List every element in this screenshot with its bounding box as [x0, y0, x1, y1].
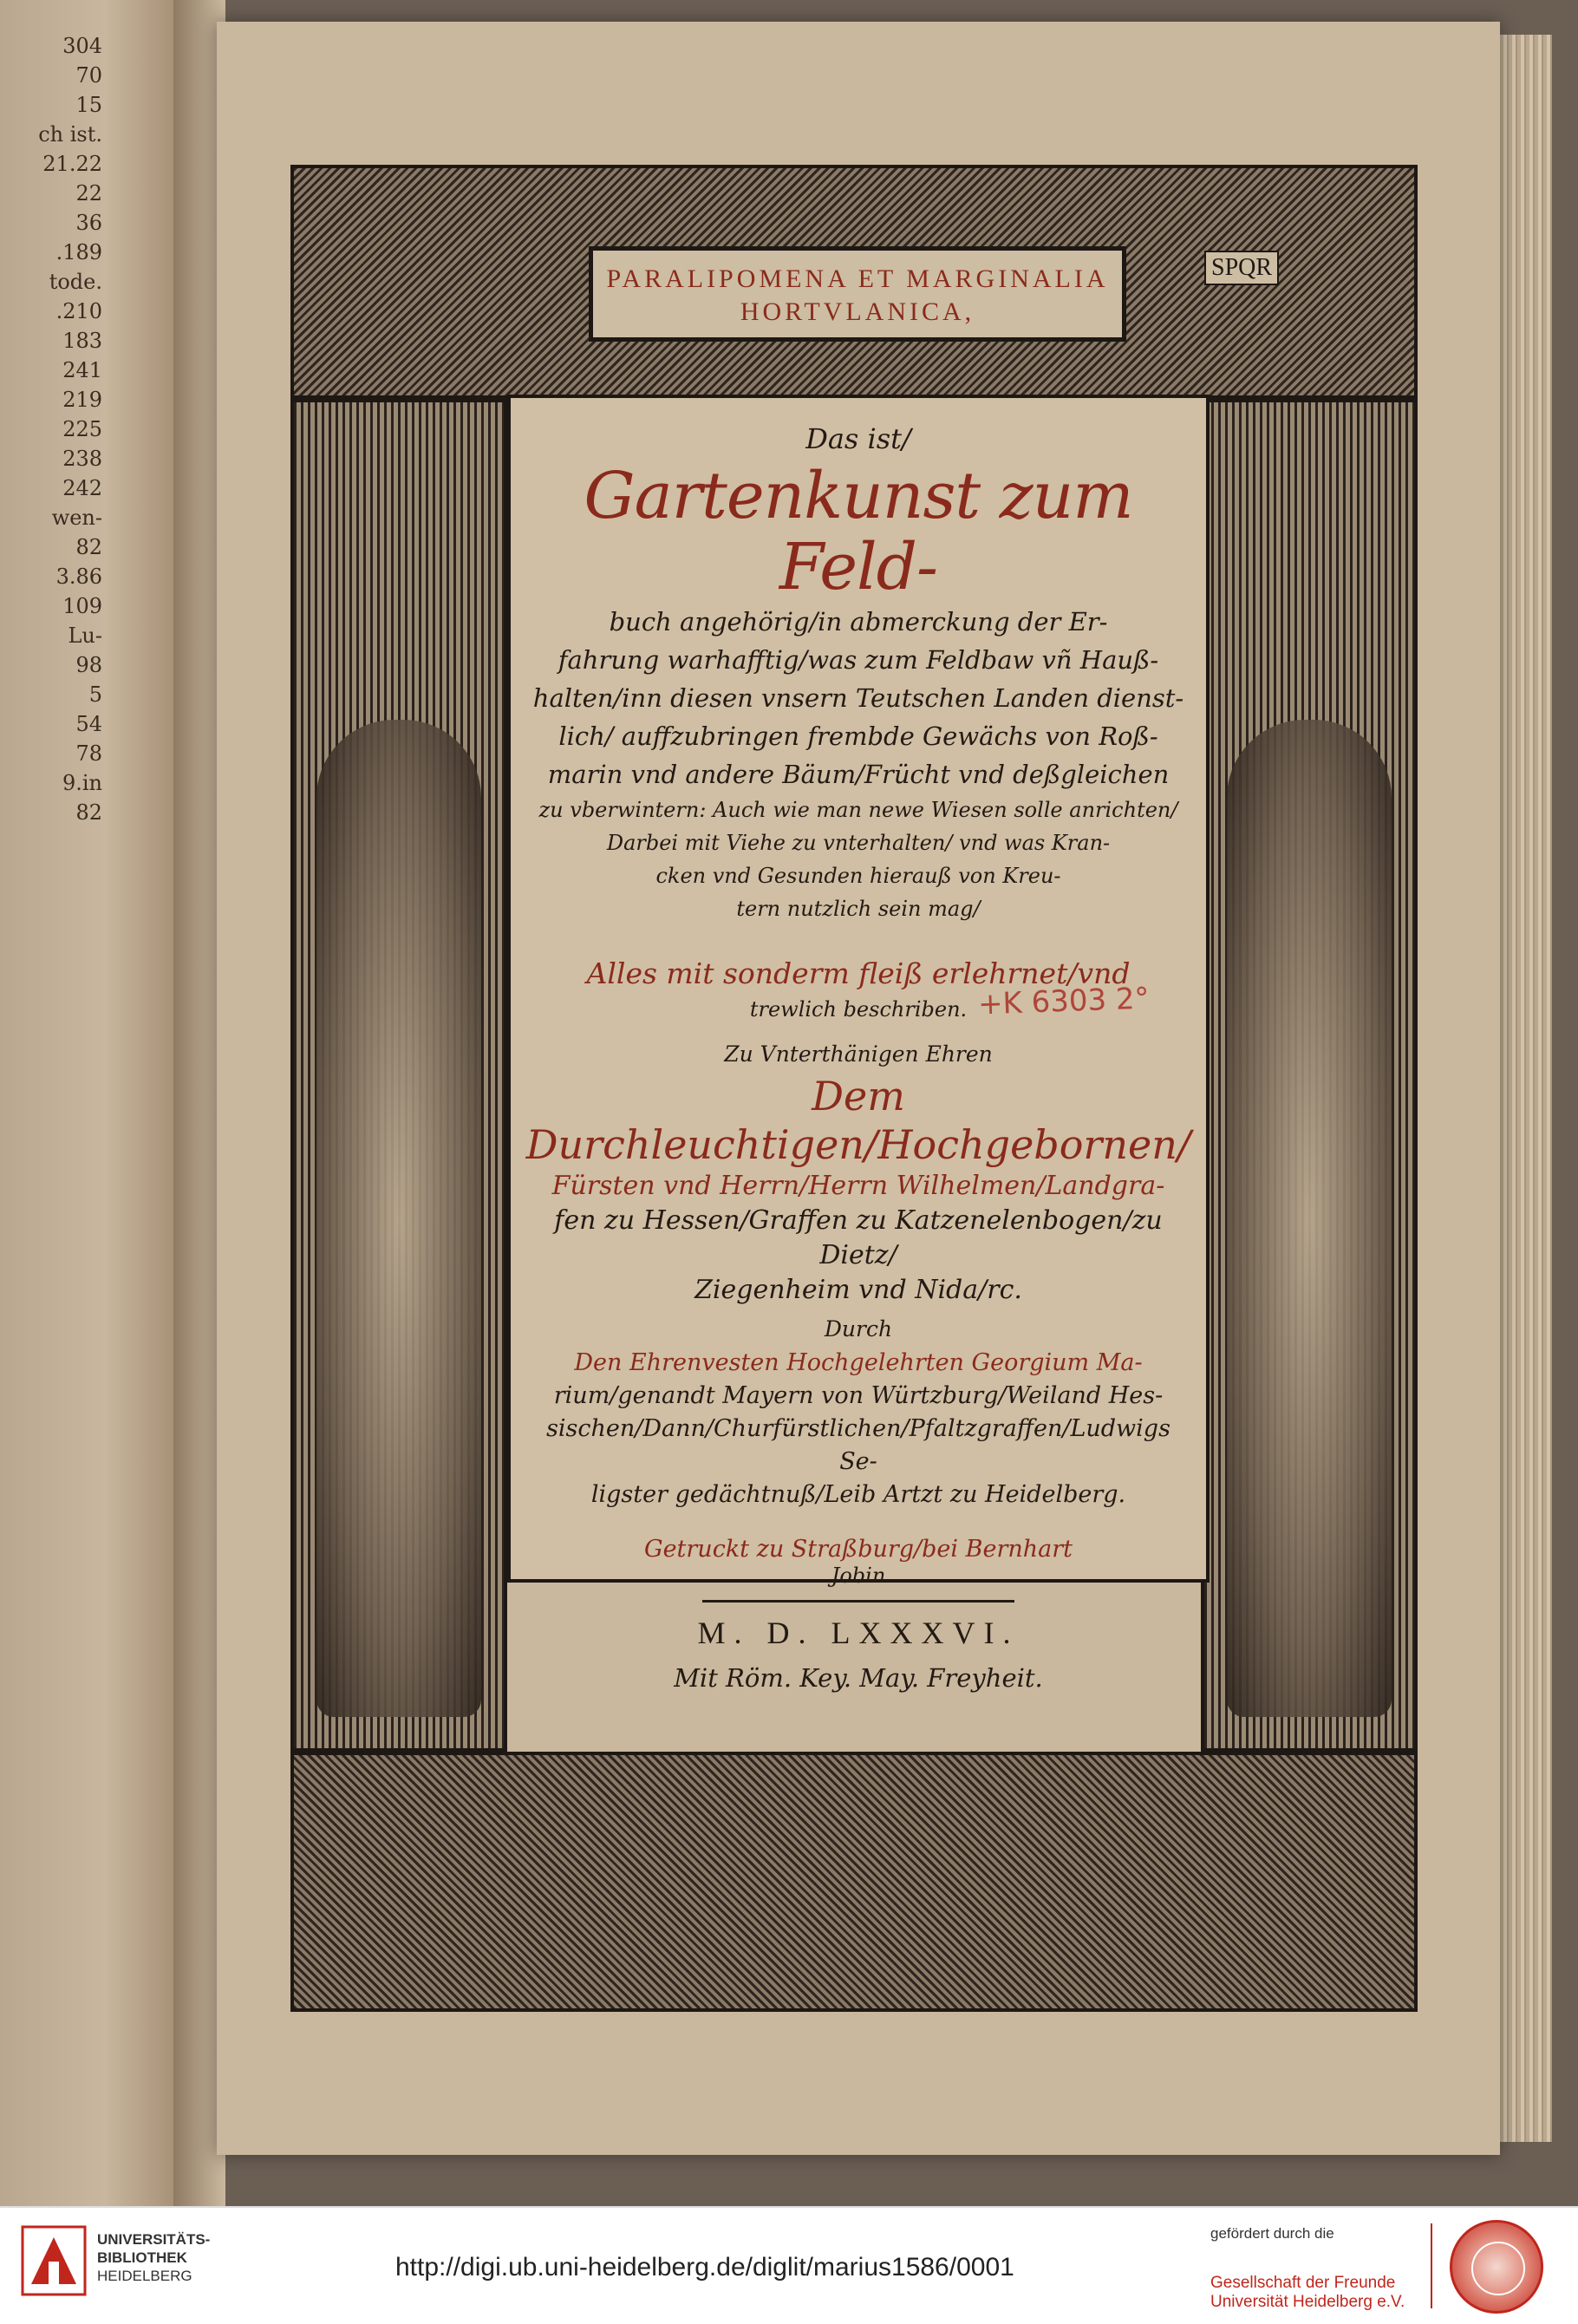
- frame-top-ornament: [290, 165, 1418, 399]
- left-page-number: .210: [55, 299, 102, 323]
- university-library-logo-icon[interactable]: [19, 2223, 88, 2298]
- frame-bottom-ornament: [290, 1752, 1418, 2012]
- dedication-line: Ziegenheim vnd Nida/rc.: [694, 1275, 1022, 1305]
- left-page-number: 70: [75, 63, 102, 88]
- printer-name: Jobin: [831, 1563, 886, 1588]
- body-line: halten/inn diesen vnsern Teutschen Landen dienst-: [532, 683, 1184, 713]
- left-page-number: 78: [75, 741, 102, 766]
- sponsor-block[interactable]: [1210, 2225, 1405, 2312]
- dedication-text: [511, 1169, 1206, 1308]
- top-cartouche: [589, 246, 1126, 342]
- body-line: zu vberwintern: Auch wie man newe Wiesen solle anrichten/: [538, 798, 1178, 822]
- library-name-line: UNIVERSITÄTS-: [97, 2231, 211, 2248]
- left-page-number: 82: [75, 800, 102, 825]
- left-page-number: 98: [75, 653, 102, 677]
- left-page-number: 109: [62, 594, 102, 618]
- left-page-number: 241: [62, 358, 102, 382]
- printer-line: Getruckt zu Straßburg/bei Bernhart: [644, 1536, 1073, 1563]
- privilege-line: Mit Röm. Key. May. Freyheit.: [674, 1663, 1043, 1693]
- body-line: Darbei mit Viehe zu vnterhalten/ vnd was Kran-: [606, 831, 1111, 855]
- library-name[interactable]: [97, 2230, 210, 2285]
- left-page-number: 238: [62, 447, 102, 471]
- year: M. D. LXXXVI.: [697, 1616, 1020, 1650]
- body-line: buch angehörig/in abmerckung der Er-: [609, 607, 1108, 636]
- left-page-number: 21.22: [42, 152, 102, 176]
- sponsor-intro: gefördert durch die: [1210, 2225, 1334, 2242]
- left-page-number: 304: [62, 34, 102, 58]
- body-line: fahrung warhafftig/was zum Feldbaw vñ Hauß-: [558, 645, 1159, 675]
- sponsor-name-line2: Universität Heidelberg e.V.: [1210, 2293, 1405, 2311]
- left-page-number: 225: [62, 417, 102, 441]
- left-page: [0, 0, 173, 2206]
- author-text: [511, 1347, 1206, 1511]
- das-ist: Das ist/: [805, 422, 911, 455]
- durch: Durch: [824, 1316, 893, 1342]
- left-page-number: ch ist.: [38, 122, 102, 147]
- left-page-number: 9.in: [62, 771, 102, 795]
- left-page-number: tode.: [49, 270, 102, 294]
- left-page-number: 242: [62, 476, 102, 500]
- sponsor-divider: [1431, 2223, 1432, 2308]
- dedication-heading: Dem Durchleuchtigen/Hochgebornen/: [525, 1073, 1191, 1168]
- dedication-line: Fürsten vnd Herrn/Herrn Wilhelmen/Landgra-: [551, 1171, 1165, 1201]
- body-line: cken vnd Gesunden hierauß von Kreu-: [655, 864, 1061, 888]
- seal-inner-ring: [1471, 2242, 1525, 2295]
- title-body: [511, 603, 1206, 925]
- author-line: ligster gedächtnuß/Leib Artzt zu Heidelberg.: [590, 1481, 1126, 1508]
- left-page-number: 36: [75, 211, 102, 235]
- alles-line-2: trewlich beschriben.: [749, 997, 968, 1022]
- university-seal-icon[interactable]: [1450, 2220, 1543, 2314]
- shelfmark-annotation: +K 6303 2°: [977, 981, 1151, 1022]
- left-page-number: 3.86: [55, 565, 102, 589]
- left-allegorical-figure: [316, 720, 481, 1717]
- body-line: tern nutzlich sein mag/: [736, 897, 981, 921]
- left-page-number: 54: [75, 712, 102, 736]
- left-page-number: .189: [55, 240, 102, 264]
- left-page-index-numbers: [7, 31, 102, 827]
- dedication-line: fen zu Hessen/Graffen zu Katzenelenbogen/zu Dietz/: [554, 1205, 1163, 1270]
- body-line: marin vnd andere Bäum/Frücht vnd deßgleichen: [547, 760, 1170, 789]
- author-line: rium/genandt Mayern von Würtzburg/Weiland Hes-: [553, 1382, 1164, 1409]
- alles-line: Alles mit sonderm fleiß erlehrnet/vnd: [586, 956, 1131, 990]
- left-page-number: wen-: [51, 506, 102, 530]
- left-page-number: 15: [75, 93, 102, 117]
- cartouche-text: PARALIPOMENA ET MARGINALIA HORTVLANICA,: [606, 264, 1109, 326]
- author-line: Den Ehrenvesten Hochgelehrten Georgium Ma-: [574, 1349, 1143, 1376]
- body-line: lich/ auffzubringen frembde Gewächs von Roß-: [558, 721, 1158, 751]
- left-page-number: 5: [88, 682, 102, 707]
- right-allegorical-figure: [1227, 720, 1392, 1717]
- left-page-number: 82: [75, 535, 102, 559]
- spqr-banner: SPQR: [1204, 251, 1279, 285]
- divider-rule: [702, 1600, 1014, 1603]
- permalink-url[interactable]: http://digi.ub.uni-heidelberg.de/diglit/marius1586/0001: [395, 2253, 1014, 2282]
- library-name-line: BIBLIOTHEK: [97, 2249, 187, 2266]
- library-name-line: HEIDELBERG: [97, 2268, 192, 2284]
- left-page-number: 219: [62, 388, 102, 412]
- left-page-number: Lu-: [68, 623, 102, 648]
- author-line: sischen/Dann/Churfürstlichen/Pfaltzgraffen/Ludwigs Se-: [546, 1415, 1170, 1475]
- sponsor-name-line1: Gesellschaft der Freunde: [1210, 2274, 1396, 2292]
- left-page-number: 22: [75, 181, 102, 206]
- main-title: Gartenkunst zum Feld-: [584, 459, 1133, 604]
- footer-bar: [0, 2206, 1578, 2324]
- zu-ehren: Zu Vnterthänigen Ehren: [724, 1041, 993, 1067]
- left-page-number: 183: [62, 329, 102, 353]
